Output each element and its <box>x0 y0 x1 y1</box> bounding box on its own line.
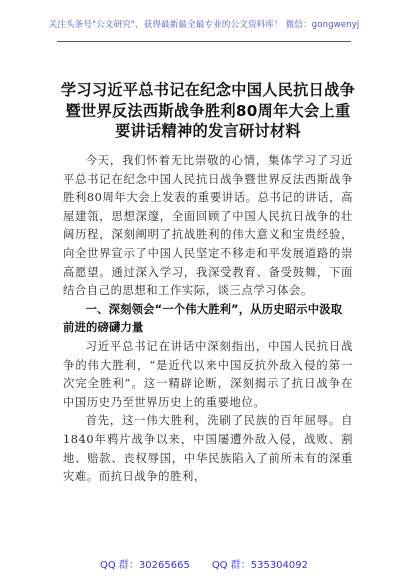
section-heading-1: 一、深刻领会“一个伟大胜利”，从历史昭示中汲取前进的磅礴力量 <box>63 302 343 335</box>
section-1-paragraph: 首先，这一伟大胜利，洗刷了民族的百年屈辱。自1840年鸦片战争以来，中国屡遭外敌入侵，战败、割地、赔款、丧权辱国，中华民族陷入了前所未有的深重灾难。而抗日战争的胜利， <box>63 414 353 484</box>
header-divider <box>57 41 351 42</box>
intro-paragraph: 今天，我们怀着无比崇敬的心情，集体学习了习近平总书记在纪念中国人民抗日战争暨世界反法西斯战争胜利80周年大会上发表的重要讲话。总书记的讲话，高屋建瓴，思想深邃，全面回顾了中国人民抗日战争的壮阔历程，深刻阐明了抗战胜利的伟大意义和宝贵经验，向全世界宣示了中国人民坚定不移走和平发展道路的崇高愿望。通过深入学习，我深受教育、备受鼓舞，下面结合自己的思想和工作实际，谈三点学习体会。 <box>63 154 353 298</box>
footer-qq-group-2: QQ 群：535304092 <box>211 560 308 571</box>
footer-qq-group-1: QQ 群：30265665 <box>99 560 190 571</box>
footer-contact <box>0 556 408 571</box>
document-title: 学习习近平总书记在纪念中国人民抗日战争暨世界反法西斯战争胜利80周年大会上重要讲话精神的发言研讨材料 <box>60 81 356 140</box>
section-1-paragraph: 习近平总书记在讲话中深刻指出，中国人民抗日战争的伟大胜利，“是近代以来中国反抗外敌入侵的第一次完全胜利”。这一精辟论断，深刻揭示了抗日战争在中国历史乃至世界历史上的重要地位。 <box>63 339 353 409</box>
header-promo-note: 关注头条号"公文研究"，获得最新最全最专业的公文资料库！ 微信：gongwenyj <box>48 20 360 30</box>
document-body <box>63 152 353 487</box>
